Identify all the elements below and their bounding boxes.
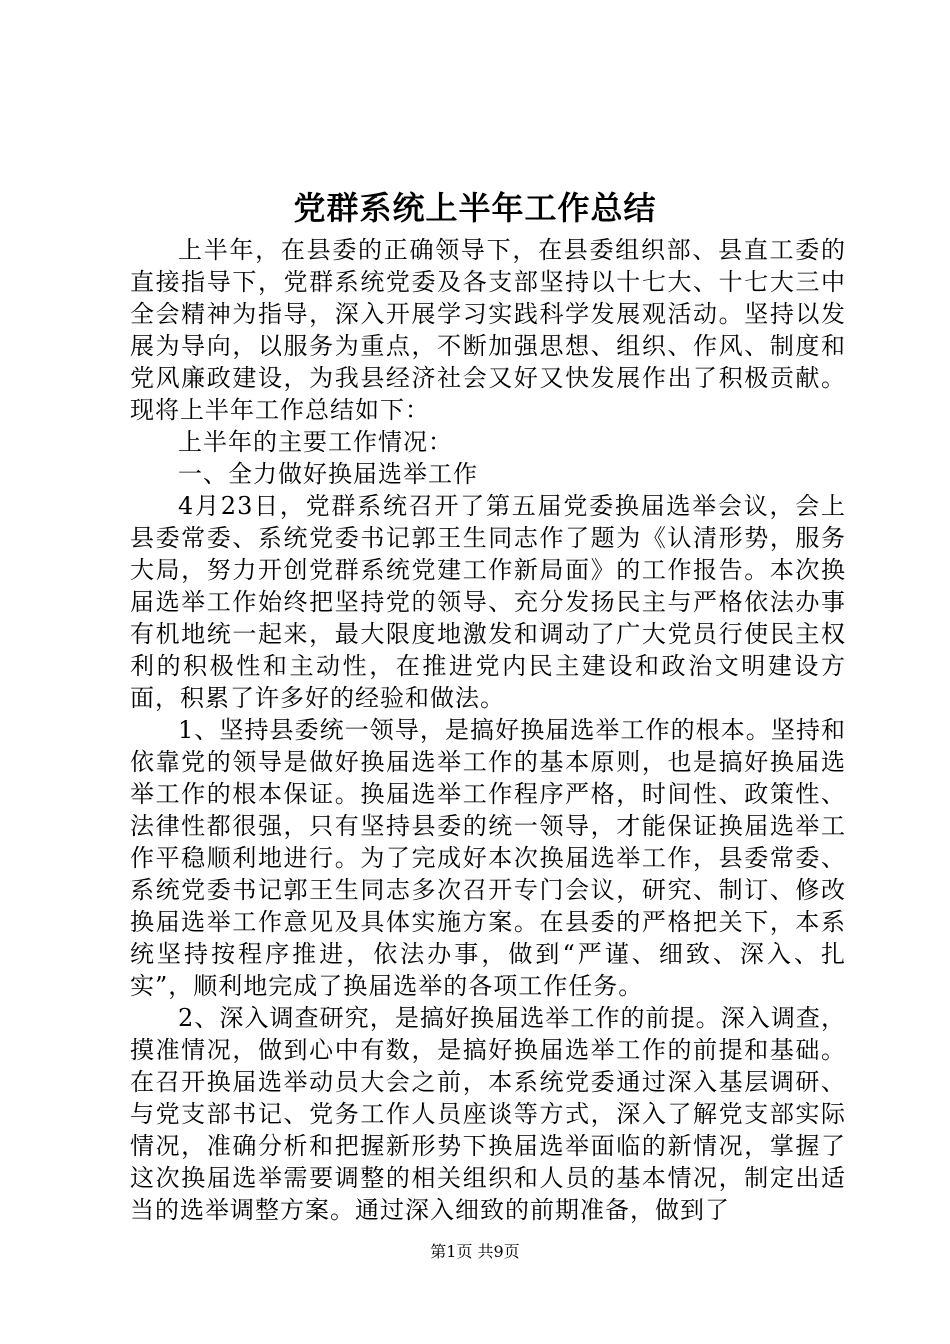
page-number: 第1页 共9页 bbox=[430, 1242, 520, 1261]
document-title: 党群系统上半年工作总结 bbox=[293, 189, 657, 227]
paragraph-point-1: 1、坚持县委统一领导，是搞好换届选举工作的根本。坚持和依靠党的领导是做好换届选举工作的基本原则，也是搞好换届选举工作的根本保证。换届选举工作程序严格，时间性、政策性、法律性都很强，只有坚持县委的统一领导，才能保证换届选举工作平稳顺利地进行。为了完成好本次换届选举工作，县委常委、系统党委书记郭王生同志多次召开专门会议，研究、制订、修改换届选举工作意见及具体实施方案。在县委的严格把关下，本系统坚持按程序推进，依法办事，做到“严谨、细致、深入、扎实”，顺利地完成了换届选举的各项工作任务。 bbox=[130, 716, 846, 1000]
paragraph-main-work: 上半年的主要工作情况： bbox=[178, 428, 453, 456]
paragraph-point-2: 2、深入调查研究，是搞好换届选举工作的前提。深入调查，摸准情况，做到心中有数，是搞好换届选举工作的前提和基础。在召开换届选举动员大会之前，本系统党委通过深入基层调研、与党支部书记、党务工作人员座谈等方式，深入了解党支部实际情况，准确分析和把握新形势下换届选举面临的新情况，掌握了这次换届选举需要调整的相关组织和人员的基本情况，制定出适当的选举调整方案。通过深入细致的前期准备，做到了 bbox=[130, 1004, 846, 1224]
section-heading-election: 一、全力做好换届选举工作 bbox=[178, 460, 478, 488]
document-body bbox=[130, 234, 846, 1226]
paragraph-intro: 上半年，在县委的正确领导下，在县委组织部、县直工委的直接指导下，党群系统党委及各支部坚持以十七大、十七大三中全会精神为指导，深入开展学习实践科学发展观活动。坚持以发展为导向，以服务为重点，不断加强思想、组织、作风、制度和党风廉政建设，为我县经济社会又好又快发展作出了积极贡献。现将上半年工作总结如下： bbox=[130, 236, 846, 424]
paragraph-election-meeting: 4月23日，党群系统召开了第五届党委换届选举会议，会上县委常委、系统党委书记郭王生同志作了题为《认清形势，服务大局，努力开创党群系统党建工作新局面》的工作报告。本次换届选举工作始终把坚持党的领导、充分发扬民主与严格依法办事有机地统一起来，最大限度地激发和调动了广大党员行使民主权利的积极性和主动性，在推进党内民主建设和政治文明建设方面，积累了许多好的经验和做法。 bbox=[130, 492, 846, 712]
